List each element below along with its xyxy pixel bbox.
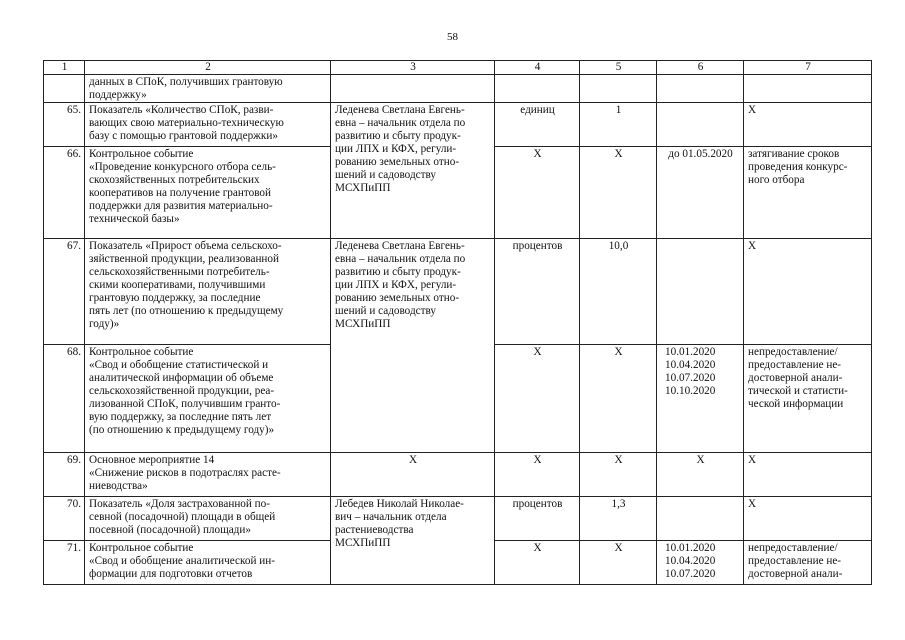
row-number: 71. [44,541,85,585]
row-risk: непредоставление/ предоставление не- достоверной анали- [744,541,872,585]
row-responsible: Лебедев Николай Николае- вич – начальник отдела растениеводства МСХПиПП [331,497,495,585]
row-number: 65. [44,103,85,147]
row-unit: X [495,147,580,239]
row-name: Основное мероприятие 14 «Снижение рисков в подотраслях расте- ниеводства» [85,453,331,497]
plan-table [43,60,872,585]
row-responsible: Леденева Светлана Евгень- евна – начальник отдела по развитию и сбыту продук- ции ЛПХ и КФХ, регули- рованию земельных отно- шений и садоводству МСХПиПП [331,103,495,239]
row-number: 69. [44,453,85,497]
row-name: Показатель «Количество СПоК, разви- вающих свою материально-техническую базу с помощью грантовой поддержки» [85,103,331,147]
column-header-7: 7 [744,61,872,75]
row-deadline: 10.01.2020 10.04.2020 10.07.2020 [657,541,744,585]
row-risk: непредоставление/ предоставление не- достоверной анали- тической и статисти- ческой информации [744,345,872,453]
row-value: X [580,345,657,453]
row-unit: единиц [495,103,580,147]
column-number-row [44,61,872,75]
table-row-69 [44,453,872,497]
row-number: 66. [44,147,85,239]
row-deadline: 10.01.2020 10.04.2020 10.07.2020 10.10.2020 [657,345,744,453]
column-header-6: 6 [657,61,744,75]
row-name: Контрольное событие «Свод и обобщение аналитической ин- формации для подготовки отчетов [85,541,331,585]
column-header-2: 2 [85,61,331,75]
row-name: Показатель «Доля застрахованной по- севной (посадочной) площади в общей посевной (посадочной) площади» [85,497,331,541]
row-number [44,75,85,103]
row-unit: процентов [495,239,580,345]
row-responsible: X [331,453,495,497]
row-deadline [657,497,744,541]
row-value: X [580,453,657,497]
row-name: Контрольное событие «Свод и обобщение статистической и аналитической информации об объеме сельскохозяйственной продукции, реа- лизованной СПоК, получившим гранто- вую поддержку, за последние пять лет (по отношению к предыдущему году)» [85,345,331,453]
row-unit: X [495,541,580,585]
row-name: Контрольное событие «Проведение конкурсного отбора сель- скохозяйственных потребительских кооперативов на получение грантовой поддержки для развития материально- технической базы» [85,147,331,239]
table-row-70 [44,497,872,541]
table-row-65 [44,103,872,147]
row-risk: X [744,103,872,147]
row-number: 68. [44,345,85,453]
column-header-1: 1 [44,61,85,75]
row-deadline: до 01.05.2020 [657,147,744,239]
row-value: 10,0 [580,239,657,345]
table-row-67 [44,239,872,345]
row-risk: затягивание сроков проведения конкурс- ного отбора [744,147,872,239]
column-header-4: 4 [495,61,580,75]
row-unit: X [495,453,580,497]
row-deadline: X [657,453,744,497]
row-value: 1 [580,103,657,147]
row-name: данных в СПоК, получивших грантовую поддержку» [85,75,331,103]
row-unit: X [495,345,580,453]
row-deadline [657,103,744,147]
row-risk: X [744,497,872,541]
page-number: 58 [447,31,458,43]
row-responsible: Леденева Светлана Евгень- евна – начальник отдела по развитию и сбыту продук- ции ЛПХ и КФХ, регули- рованию земельных отно- шений и садоводству МСХПиПП [331,239,495,453]
row-value: X [580,541,657,585]
row-risk: X [744,239,872,345]
row-risk: X [744,453,872,497]
row-number: 70. [44,497,85,541]
row-value: X [580,147,657,239]
row-value: 1,3 [580,497,657,541]
row-number: 67. [44,239,85,345]
row-name: Показатель «Прирост объема сельскохо- зяйственной продукции, реализованной сельскохозяйственными потребитель- скими кооперативами, получившими грантовую поддержку, за последние пять лет (по отношению к предыдущему году)» [85,239,331,345]
column-header-5: 5 [580,61,657,75]
column-header-3: 3 [331,61,495,75]
table-row-continuation [44,75,872,103]
row-unit: процентов [495,497,580,541]
row-deadline [657,239,744,345]
row-responsible [331,75,495,103]
